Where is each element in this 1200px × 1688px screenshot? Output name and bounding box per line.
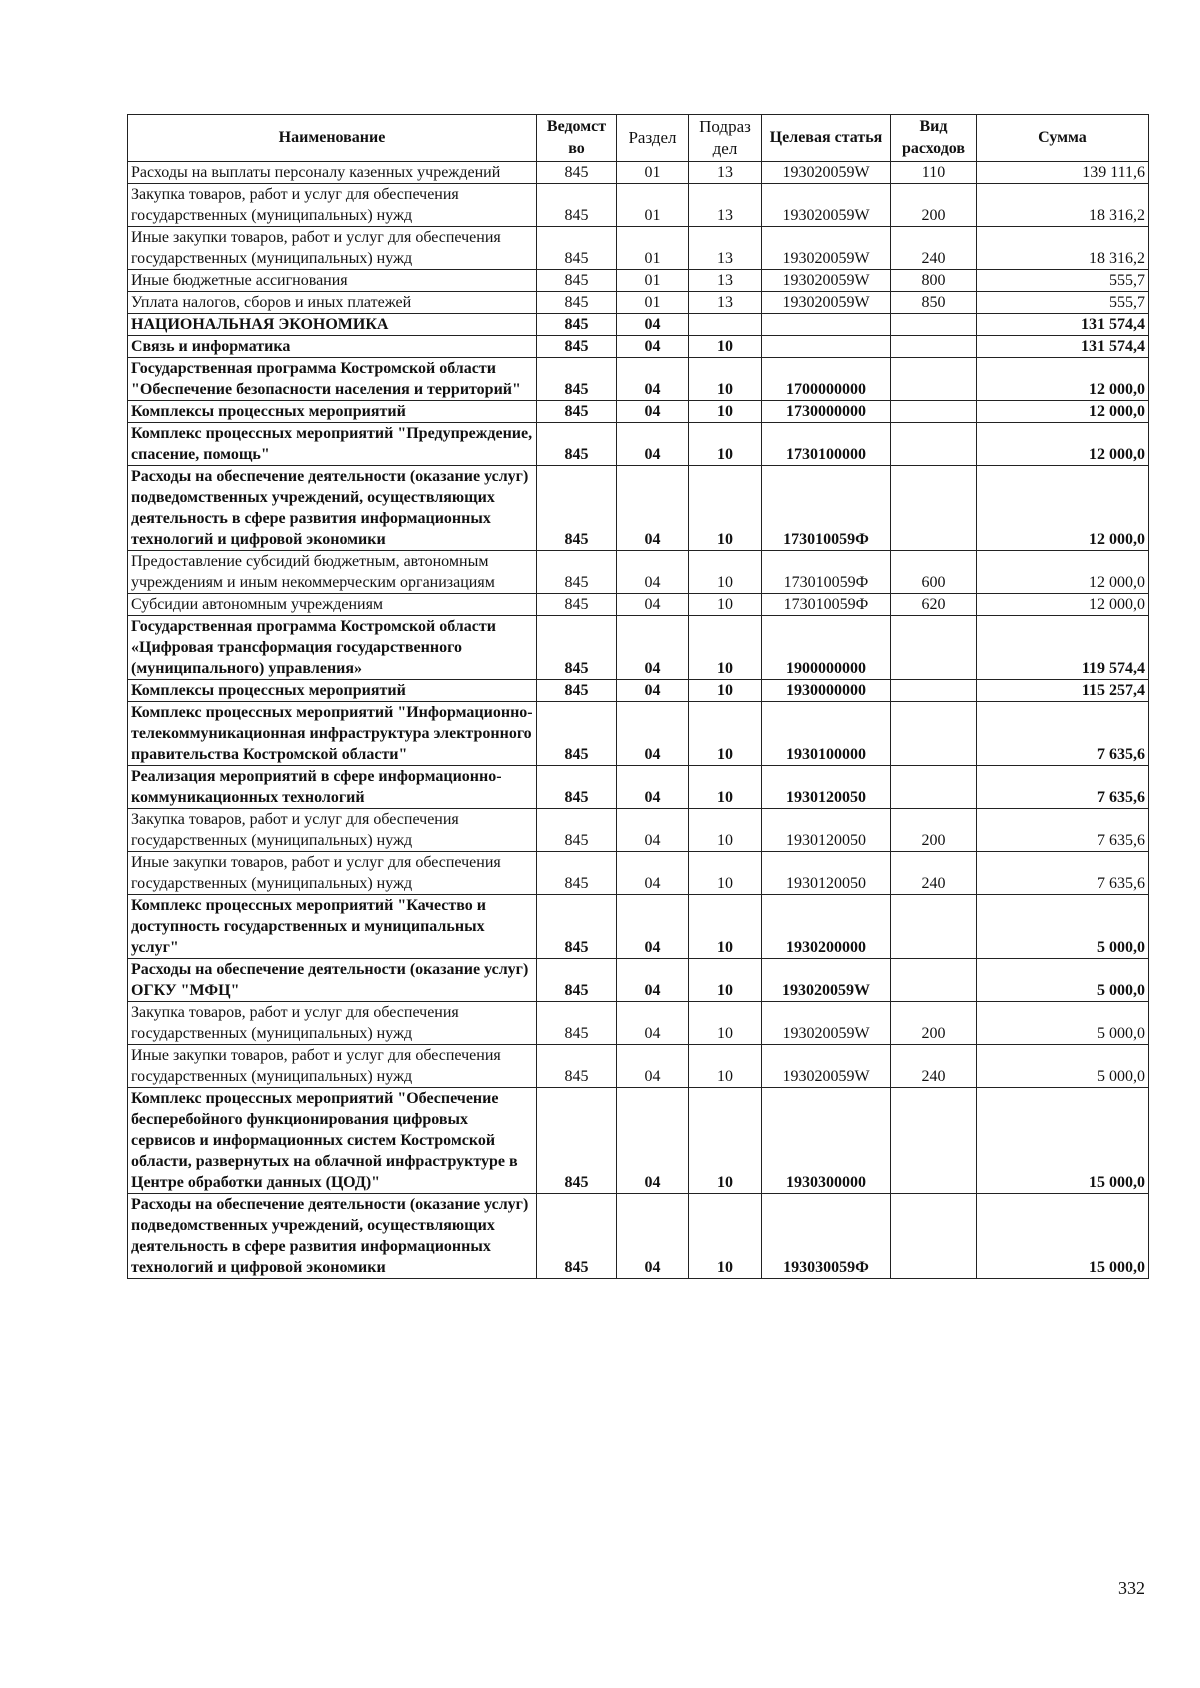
- cell-name: Комплексы процессных мероприятий: [128, 680, 537, 702]
- table-row: [128, 1194, 1149, 1279]
- cell-amount: 5 000,0: [977, 959, 1149, 1002]
- cell-subsection: [689, 314, 762, 336]
- table-row: [128, 358, 1149, 401]
- cell-target: 173010059Ф: [762, 594, 891, 616]
- cell-amount: 18 316,2: [977, 184, 1149, 227]
- cell-type: 200: [891, 184, 977, 227]
- cell-type: [891, 314, 977, 336]
- cell-section: 04: [617, 895, 689, 959]
- cell-section: 04: [617, 358, 689, 401]
- cell-target: 1930120050: [762, 766, 891, 809]
- cell-subsection: 10: [689, 401, 762, 423]
- cell-dept: 845: [537, 1088, 617, 1194]
- cell-dept: 845: [537, 1045, 617, 1088]
- table-row: [128, 184, 1149, 227]
- cell-name: Государственная программа Костромской области «Цифровая трансформация государственного (муниципального) управления»: [128, 616, 537, 680]
- cell-amount: 12 000,0: [977, 401, 1149, 423]
- cell-amount: 5 000,0: [977, 1045, 1149, 1088]
- table-row: [128, 466, 1149, 551]
- cell-amount: 555,7: [977, 270, 1149, 292]
- cell-name: Закупка товаров, работ и услуг для обеспечения государственных (муниципальных) нужд: [128, 809, 537, 852]
- cell-target: 1900000000: [762, 616, 891, 680]
- header-type: Вид расходов: [891, 115, 977, 162]
- cell-subsection: 10: [689, 1194, 762, 1279]
- cell-amount: 139 111,6: [977, 162, 1149, 184]
- cell-section: 01: [617, 184, 689, 227]
- table-body: [128, 162, 1149, 1279]
- cell-target: 193020059W: [762, 162, 891, 184]
- cell-amount: 15 000,0: [977, 1088, 1149, 1194]
- cell-type: [891, 401, 977, 423]
- cell-dept: 845: [537, 227, 617, 270]
- cell-dept: 845: [537, 270, 617, 292]
- cell-section: 04: [617, 336, 689, 358]
- table-row: [128, 551, 1149, 594]
- cell-subsection: 10: [689, 809, 762, 852]
- cell-name: Предоставление субсидий бюджетным, автономным учреждениям и иным некоммерческим организациям: [128, 551, 537, 594]
- table-row: [128, 314, 1149, 336]
- header-subsection: Подраз дел: [689, 115, 762, 162]
- cell-amount: 12 000,0: [977, 358, 1149, 401]
- cell-dept: 845: [537, 1002, 617, 1045]
- header-amount: Сумма: [977, 115, 1149, 162]
- table-row: [128, 227, 1149, 270]
- table-row: [128, 336, 1149, 358]
- cell-amount: 12 000,0: [977, 551, 1149, 594]
- cell-name: Комплексы процессных мероприятий: [128, 401, 537, 423]
- cell-name: Расходы на выплаты персоналу казенных учреждений: [128, 162, 537, 184]
- cell-name: Иные закупки товаров, работ и услуг для обеспечения государственных (муниципальных) нужд: [128, 852, 537, 895]
- cell-subsection: 13: [689, 184, 762, 227]
- cell-target: 193030059Ф: [762, 1194, 891, 1279]
- cell-amount: 119 574,4: [977, 616, 1149, 680]
- cell-amount: 7 635,6: [977, 809, 1149, 852]
- cell-subsection: 10: [689, 594, 762, 616]
- cell-amount: 115 257,4: [977, 680, 1149, 702]
- cell-section: 01: [617, 270, 689, 292]
- cell-subsection: 10: [689, 551, 762, 594]
- cell-name: Реализация мероприятий в сфере информационно-коммуникационных технологий: [128, 766, 537, 809]
- cell-section: 04: [617, 423, 689, 466]
- cell-target: [762, 314, 891, 336]
- cell-amount: 5 000,0: [977, 1002, 1149, 1045]
- cell-name: Закупка товаров, работ и услуг для обеспечения государственных (муниципальных) нужд: [128, 184, 537, 227]
- cell-target: 193020059W: [762, 1045, 891, 1088]
- cell-target: [762, 336, 891, 358]
- cell-type: [891, 423, 977, 466]
- cell-target: 173010059Ф: [762, 551, 891, 594]
- cell-type: 620: [891, 594, 977, 616]
- cell-amount: 12 000,0: [977, 466, 1149, 551]
- table-row: [128, 162, 1149, 184]
- cell-type: [891, 680, 977, 702]
- cell-subsection: 10: [689, 1088, 762, 1194]
- cell-subsection: 10: [689, 1002, 762, 1045]
- cell-dept: 845: [537, 184, 617, 227]
- cell-amount: 7 635,6: [977, 702, 1149, 766]
- cell-target: 193020059W: [762, 270, 891, 292]
- cell-name: Расходы на обеспечение деятельности (оказание услуг) подведомственных учреждений, осуществляющих деятельность в сфере развития информационных технологий и цифровой экономики: [128, 1194, 537, 1279]
- cell-name: Комплекс процессных мероприятий "Обеспечение бесперебойного функционирования цифровых сервисов и информационных систем Костромской области, развернутых на облачной инфраструктуре в Центре обработки данных (ЦОД)": [128, 1088, 537, 1194]
- header-section: Раздел: [617, 115, 689, 162]
- cell-subsection: 10: [689, 680, 762, 702]
- cell-target: 1700000000: [762, 358, 891, 401]
- cell-name: Комплекс процессных мероприятий "Предупреждение, спасение, помощь": [128, 423, 537, 466]
- header-target: Целевая статья: [762, 115, 891, 162]
- cell-dept: 845: [537, 594, 617, 616]
- cell-name: Субсидии автономным учреждениям: [128, 594, 537, 616]
- cell-section: 04: [617, 551, 689, 594]
- table-row: [128, 680, 1149, 702]
- cell-section: 04: [617, 1088, 689, 1194]
- cell-section: 04: [617, 680, 689, 702]
- cell-section: 01: [617, 162, 689, 184]
- cell-dept: 845: [537, 401, 617, 423]
- cell-target: 173010059Ф: [762, 466, 891, 551]
- cell-name: Закупка товаров, работ и услуг для обеспечения государственных (муниципальных) нужд: [128, 1002, 537, 1045]
- cell-type: [891, 1194, 977, 1279]
- cell-name: Расходы на обеспечение деятельности (оказание услуг) подведомственных учреждений, осуществляющих деятельность в сфере развития информационных технологий и цифровой экономики: [128, 466, 537, 551]
- cell-amount: 12 000,0: [977, 594, 1149, 616]
- cell-dept: 845: [537, 766, 617, 809]
- cell-subsection: 10: [689, 616, 762, 680]
- cell-dept: 845: [537, 1194, 617, 1279]
- cell-subsection: 10: [689, 895, 762, 959]
- cell-amount: 131 574,4: [977, 336, 1149, 358]
- cell-name: Иные закупки товаров, работ и услуг для обеспечения государственных (муниципальных) нужд: [128, 227, 537, 270]
- table-row: [128, 1045, 1149, 1088]
- cell-type: [891, 466, 977, 551]
- cell-type: [891, 895, 977, 959]
- cell-type: 600: [891, 551, 977, 594]
- cell-dept: 845: [537, 551, 617, 594]
- cell-type: [891, 959, 977, 1002]
- table-row: [128, 702, 1149, 766]
- cell-dept: 845: [537, 616, 617, 680]
- cell-name: Комплекс процессных мероприятий "Информационно-телекоммуникационная инфраструктура электронного правительства Костромской области": [128, 702, 537, 766]
- cell-type: [891, 766, 977, 809]
- cell-section: 04: [617, 852, 689, 895]
- cell-section: 04: [617, 594, 689, 616]
- cell-subsection: 10: [689, 1045, 762, 1088]
- cell-amount: 12 000,0: [977, 423, 1149, 466]
- cell-target: 193020059W: [762, 292, 891, 314]
- table-row: [128, 852, 1149, 895]
- cell-subsection: 13: [689, 227, 762, 270]
- cell-dept: 845: [537, 423, 617, 466]
- cell-type: [891, 336, 977, 358]
- cell-section: 04: [617, 959, 689, 1002]
- cell-type: 240: [891, 227, 977, 270]
- cell-type: 200: [891, 809, 977, 852]
- cell-type: [891, 1088, 977, 1194]
- cell-name: Связь и информатика: [128, 336, 537, 358]
- table-row: [128, 766, 1149, 809]
- cell-target: 193020059W: [762, 184, 891, 227]
- table-row: [128, 809, 1149, 852]
- cell-amount: 15 000,0: [977, 1194, 1149, 1279]
- cell-target: 1730000000: [762, 401, 891, 423]
- cell-amount: 18 316,2: [977, 227, 1149, 270]
- table-row: [128, 423, 1149, 466]
- cell-amount: 5 000,0: [977, 895, 1149, 959]
- cell-target: 1730100000: [762, 423, 891, 466]
- cell-subsection: 13: [689, 162, 762, 184]
- table-row: [128, 1088, 1149, 1194]
- cell-dept: 845: [537, 358, 617, 401]
- cell-section: 01: [617, 227, 689, 270]
- header-dept: Ведомст во: [537, 115, 617, 162]
- table-row: [128, 270, 1149, 292]
- cell-target: 193020059W: [762, 959, 891, 1002]
- cell-section: 04: [617, 314, 689, 336]
- cell-target: 1930200000: [762, 895, 891, 959]
- table-row: [128, 895, 1149, 959]
- cell-section: 04: [617, 766, 689, 809]
- page-number: 332: [1118, 1578, 1145, 1598]
- table-header-row: [128, 115, 1149, 162]
- cell-name: Уплата налогов, сборов и иных платежей: [128, 292, 537, 314]
- cell-name: Иные бюджетные ассигнования: [128, 270, 537, 292]
- cell-name: Государственная программа Костромской области "Обеспечение безопасности населения и территорий": [128, 358, 537, 401]
- table-row: [128, 616, 1149, 680]
- cell-amount: 7 635,6: [977, 766, 1149, 809]
- cell-type: [891, 358, 977, 401]
- cell-name: Комплекс процессных мероприятий "Качество и доступность государственных и муниципальных услуг": [128, 895, 537, 959]
- cell-target: 1930120050: [762, 809, 891, 852]
- cell-subsection: 13: [689, 270, 762, 292]
- cell-dept: 845: [537, 702, 617, 766]
- cell-subsection: 10: [689, 358, 762, 401]
- cell-target: 1930000000: [762, 680, 891, 702]
- table-row: [128, 292, 1149, 314]
- cell-amount: 131 574,4: [977, 314, 1149, 336]
- cell-type: [891, 616, 977, 680]
- cell-name: НАЦИОНАЛЬНАЯ ЭКОНОМИКА: [128, 314, 537, 336]
- cell-subsection: 10: [689, 702, 762, 766]
- cell-section: 04: [617, 1045, 689, 1088]
- cell-type: 200: [891, 1002, 977, 1045]
- cell-name: Расходы на обеспечение деятельности (оказание услуг) ОГКУ "МФЦ": [128, 959, 537, 1002]
- cell-dept: 845: [537, 809, 617, 852]
- cell-subsection: 10: [689, 466, 762, 551]
- cell-section: 04: [617, 1002, 689, 1045]
- cell-subsection: 10: [689, 852, 762, 895]
- cell-section: 04: [617, 466, 689, 551]
- cell-amount: 555,7: [977, 292, 1149, 314]
- table-row: [128, 1002, 1149, 1045]
- table-row: [128, 594, 1149, 616]
- cell-section: 04: [617, 809, 689, 852]
- cell-dept: 845: [537, 314, 617, 336]
- cell-amount: 7 635,6: [977, 852, 1149, 895]
- cell-section: 04: [617, 1194, 689, 1279]
- table-row: [128, 959, 1149, 1002]
- cell-target: 1930300000: [762, 1088, 891, 1194]
- cell-type: 110: [891, 162, 977, 184]
- cell-subsection: 10: [689, 959, 762, 1002]
- header-name: Наименование: [128, 115, 537, 162]
- cell-dept: 845: [537, 680, 617, 702]
- cell-dept: 845: [537, 959, 617, 1002]
- cell-target: 1930100000: [762, 702, 891, 766]
- cell-target: 193020059W: [762, 227, 891, 270]
- cell-target: 193020059W: [762, 1002, 891, 1045]
- table-row: [128, 401, 1149, 423]
- cell-target: 1930120050: [762, 852, 891, 895]
- cell-dept: 845: [537, 895, 617, 959]
- cell-subsection: 13: [689, 292, 762, 314]
- cell-dept: 845: [537, 336, 617, 358]
- cell-subsection: 10: [689, 766, 762, 809]
- cell-section: 01: [617, 292, 689, 314]
- cell-subsection: 10: [689, 336, 762, 358]
- cell-dept: 845: [537, 162, 617, 184]
- budget-table: [127, 114, 1149, 1279]
- cell-type: 800: [891, 270, 977, 292]
- cell-type: 240: [891, 1045, 977, 1088]
- cell-section: 04: [617, 702, 689, 766]
- cell-subsection: 10: [689, 423, 762, 466]
- cell-type: 240: [891, 852, 977, 895]
- cell-type: [891, 702, 977, 766]
- cell-dept: 845: [537, 852, 617, 895]
- cell-dept: 845: [537, 466, 617, 551]
- cell-dept: 845: [537, 292, 617, 314]
- cell-type: 850: [891, 292, 977, 314]
- cell-name: Иные закупки товаров, работ и услуг для обеспечения государственных (муниципальных) нужд: [128, 1045, 537, 1088]
- cell-section: 04: [617, 401, 689, 423]
- cell-section: 04: [617, 616, 689, 680]
